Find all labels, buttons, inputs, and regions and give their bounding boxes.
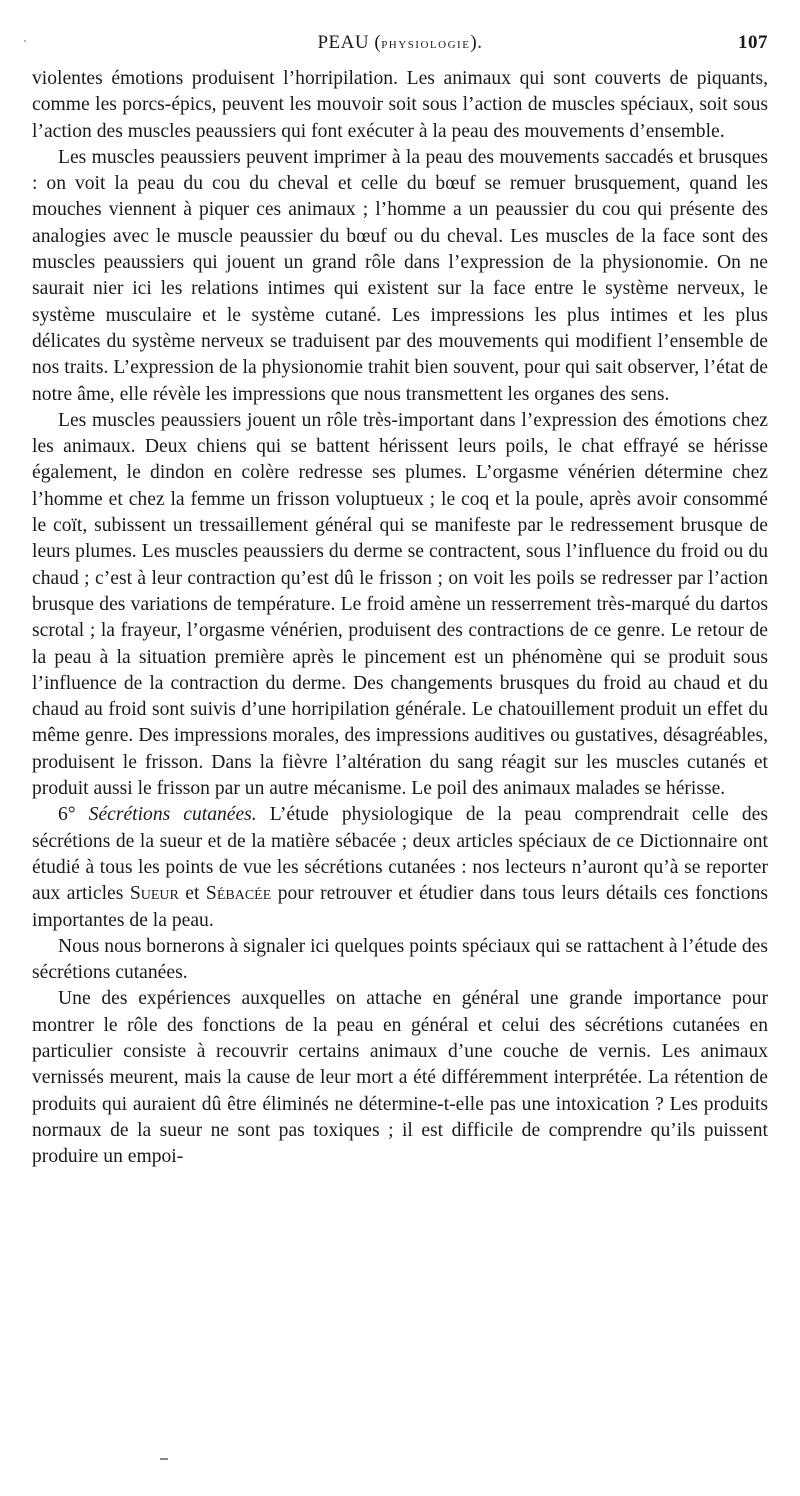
running-title bbox=[32, 32, 768, 54]
section-text-b: et bbox=[178, 883, 206, 905]
running-title-end: ). bbox=[470, 32, 483, 53]
running-title-main: PEAU ( bbox=[317, 32, 382, 53]
paragraph-continuation: violentes émotions produisent l’horripilation. Les animaux qui sont couverts de piquants, comme les porcs-épics, peuvent les mouvoir soit sous l’action de muscles spéciaux, soit sous l’action des muscles peaussiers qui font exécuter à la peau des mouvements d’ensemble. bbox=[32, 68, 768, 142]
cross-reference-sueur: Sueur bbox=[129, 883, 179, 905]
paragraph-secretions bbox=[32, 802, 768, 933]
paragraph-varnish-experiment: Une des expériences auxquelles on attache en général une grande importance pour montrer le rôle des fonctions de la peau en général et celui des sécrétions cutanées en particulier consiste à recouvrir certains animaux d’une couche de vernis. Les animaux vernissés meurent, mais la cause de leur mort a été différemment interprétée. La rétention de produits qui auraient dû être éliminés ne détermine-t-elle pas une intoxication ? Les produits normaux de la sueur ne sont pas toxiques ; il est difficile de comprendre qu’ils puissent produire un empoi- bbox=[32, 988, 768, 1168]
section-text-a: L’étude physiologique de la peau comprendrait celle des sécrétions de la sueur et de la matière sébacée ; deux articles spéciaux de ce Dictionnaire ont étudié à tous les points de vue les sécrétions cutanées : nos lecteurs n’auront qu’à se reporter aux articles bbox=[32, 804, 768, 905]
page-number: 107 bbox=[738, 32, 768, 53]
paragraph-muscles-face: Les muscles peaussiers peuvent imprimer à la peau des mouvements saccadés et brusques : on voit la peau du cou du cheval et celle du bœuf se remuer brusquement, quand les mouches viennent à piquer ces animaux ; l’homme a un peaussier du cou qui présente des analogies avec le muscle peaussier du bœuf ou du cheval. Les muscles de la face sont des muscles peaussiers qui jouent un grand rôle dans l’expression de la physionomie. On ne saurait nier ici les relations intimes qui existent sur la face entre le système nerveux, le système musculaire et le système cutané. Les impressions les plus intimes et les plus délicates du système nerveux se traduisent par des mouvements qui modifient l’ensemble de nos traits. L’expression de la physionomie trahit bien souvent, pour qui sait observer, l’état de notre âme, elle révèle les impressions que nous transmettent les organes des sens. bbox=[32, 146, 768, 405]
paragraph-special-points: Nous nous bornerons à signaler ici quelques points spéciaux qui se rattachent à l’étude des sécrétions cutanées. bbox=[32, 935, 768, 984]
article-body bbox=[32, 66, 768, 1170]
book-page bbox=[32, 30, 768, 1170]
section-text-c: pour retrouver et étudier dans tous leurs détails ces fonctions importantes de la peau. bbox=[32, 883, 768, 931]
print-speck bbox=[24, 40, 26, 42]
running-head bbox=[32, 30, 768, 60]
section-number: 6° bbox=[58, 804, 76, 826]
paragraph-emotions-animals: Les muscles peaussiers jouent un rôle très-important dans l’expression des émotions chez les animaux. Deux chiens qui se battent hérissent leurs poils, le chat effrayé se hérisse également, le dindon en colère redresse ses plumes. L’orgasme vénérien détermine chez l’homme et chez la femme un frisson voluptueux ; le coq et la poule, après avoir consommé le coït, subissent un tressaillement général qui se manifeste par le redressement brusque de leurs plumes. Les muscles peaussiers du derme se contractent, sous l’influence du froid ou du chaud ; c’est à leur contraction qu’est dû le frisson ; on voit les poils se redresser par l’action brusque des variations de température. Le froid amène un resserrement très-marqué du dartos scrotal ; la frayeur, l’orgasme vénérien, produisent des contractions de ce genre. Le retour de la peau à la situation première après le pincement est un phénomène qui se produit sous l’influence de la contraction du derme. Des changements brusques du froid au chaud et du chaud au froid sont suivis d’une horripilation générale. Le chatouillement produit un effet du même genre. Des impressions morales, des impressions auditives ou gustatives, désagréables, produisent le frisson. Dans la fièvre l’altération du sang réagit sur les muscles cutanés et produit aussi le frisson par un autre mécanisme. Le poil des animaux malades se hérisse. bbox=[32, 409, 768, 800]
section-heading: Sécrétions cutanées. bbox=[88, 804, 257, 826]
running-title-subject: physiologie bbox=[381, 36, 471, 52]
cross-reference-sebacee: Sébacée bbox=[205, 883, 272, 905]
print-mark bbox=[160, 1458, 168, 1460]
